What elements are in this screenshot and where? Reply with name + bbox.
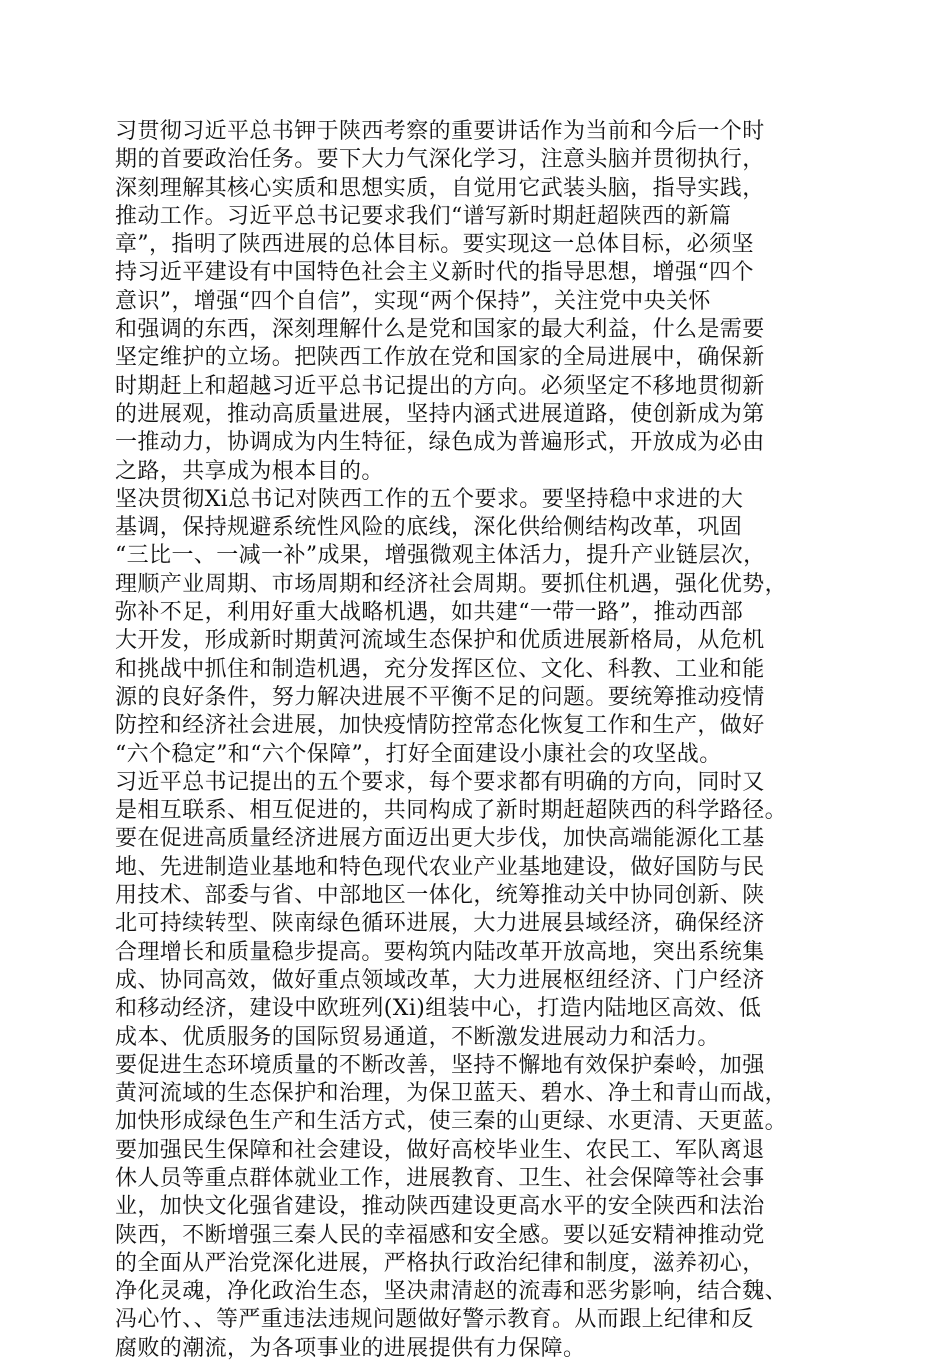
text-line: 北可持续转型、陕南绿色循环进展，大力进展县域经济，确保经济 bbox=[115, 911, 765, 937]
text-line: 基调，保持规避系统性风险的底线，深化供给侧结构改革，巩固 bbox=[115, 515, 743, 541]
text-line: 期的首要政治任务。要下大力气深化学习，注意头脑并贯彻执行， bbox=[115, 147, 765, 173]
text-line: 习贯彻习近平总书钾于陕西考察的重要讲话作为当前和今后一个时 bbox=[115, 119, 765, 144]
text-line: “三比一、一减一补”成果，增强微观主体活力，提升产业链层次， bbox=[115, 543, 766, 569]
text-line: 和挑战中抓住和制造机遇，充分发挥区位、文化、科教、工业和能 bbox=[115, 656, 765, 682]
text-line: 坚决贯彻Xi总书记对陕西工作的五个要求。要坚持稳中求进的大 bbox=[115, 486, 744, 512]
text-line: 要加强民生保障和社会建设，做好高校毕业生、农民工、军队离退 bbox=[115, 1137, 765, 1163]
text-line: 黄河流域的生态保护和治理，为保卫蓝天、碧水、净土和青山而战， bbox=[115, 1081, 788, 1107]
text-line: 章”，指明了陕西进展的总体目标。要实现这一总体目标，必须坚 bbox=[115, 232, 754, 258]
text-line: 地、先进制造业基地和特色现代农业产业基地建设，做好国防与民 bbox=[115, 854, 765, 880]
text-line: 和强调的东西，深刻理解什么是党和国家的最大利益，什么是需要 bbox=[115, 317, 765, 343]
text-line: 陕西，不断增强三秦人民的幸福感和安全感。要以延安精神推动党 bbox=[115, 1222, 765, 1248]
text-line: 理顺产业周期、市场周期和经济社会周期。要抓住机遇，强化优势， bbox=[115, 571, 788, 597]
text-line: 源的良好条件，努力解决进展不平衡不足的问题。要统筹推动疫情 bbox=[115, 684, 765, 710]
text-line: 净化灵魂，净化政治生态，坚决肃清赵的流毒和恶劣影响，结合魏、 bbox=[115, 1279, 788, 1305]
text-line: 合理增长和质量稳步提高。要构筑内陆改革开放高地，突出系统集 bbox=[115, 939, 765, 965]
text-line: 弥补不足，利用好重大战略机遇，如共建“一带一路”，推动西部 bbox=[115, 600, 744, 626]
text-line: 推动工作。习近平总书记要求我们“谱写新时期赶超陕西的新篇 bbox=[115, 203, 732, 229]
text-line: 一推动力，协调成为内生特征，绿色成为普遍形式，开放成为必由 bbox=[115, 430, 765, 456]
text-line: 之路，共享成为根本目的。 bbox=[115, 458, 384, 484]
text-line: 成、协同高效，做好重点领域改革，大力进展枢纽经济、门户经济 bbox=[115, 967, 765, 993]
text-line: 持习近平建设有中国特色社会主义新时代的指导思想，增强“四个 bbox=[115, 260, 754, 286]
text-line: 深刻理解其核心实质和思想实质，自觉用它武装头脑，指导实践， bbox=[115, 175, 765, 201]
text-line: 的全面从严治党深化进展，严格执行政治纪律和制度，滋养初心， bbox=[115, 1250, 765, 1276]
text-line: 习近平总书记提出的五个要求，每个要求都有明确的方向，同时又 bbox=[115, 769, 765, 795]
text-line: 意识”，增强“四个自信”，实现“两个保持”，关注党中央关怀 bbox=[115, 288, 711, 314]
text-line: 要在促进高质量经济进展方面迈出更大步伐，加快高端能源化工基 bbox=[115, 826, 765, 852]
text-line: 业，加快文化强省建设，推动陕西建设更高水平的安全陕西和法治 bbox=[115, 1194, 765, 1220]
text-line: 坚定维护的立场。把陕西工作放在党和国家的全局进展中，确保新 bbox=[115, 345, 765, 371]
text-line: 的进展观，推动高质量进展，坚持内涵式进展道路，使创新成为第 bbox=[115, 401, 765, 427]
text-line: 腐败的潮流，为各项事业的进展提供有力保障。 bbox=[115, 1335, 586, 1361]
text-line: “六个稳定”和“六个保障”，打好全面建设小康社会的攻坚战。 bbox=[115, 741, 722, 767]
text-line: 是相互联系、相互促进的，共同构成了新时期赶超陕西的科学路径。 bbox=[115, 798, 788, 824]
text-line: 休人员等重点群体就业工作，进展教育、卫生、社会保障等社会事 bbox=[115, 1165, 765, 1191]
text-line: 加快形成绿色生产和生活方式，使三秦的山更绿、水更清、天更蓝。 bbox=[115, 1109, 788, 1135]
text-line: 防控和经济社会进展，加快疫情防控常态化恢复工作和生产，做好 bbox=[115, 713, 765, 739]
text-line: 冯心竹、、等严重违法违规问题做好警示教育。从而跟上纪律和反 bbox=[115, 1307, 754, 1333]
text-line: 时期赶上和超越习近平总书记提出的方向。必须坚定不移地贯彻新 bbox=[115, 373, 765, 399]
document-body bbox=[115, 118, 845, 1363]
text-line: 要促进生态环境质量的不断改善，坚持不懈地有效保护秦岭，加强 bbox=[115, 1052, 765, 1078]
text-line: 和移动经济，建设中欧班列(Xi)组装中心，打造内陆地区高效、低 bbox=[115, 996, 762, 1022]
text-line: 大开发，形成新时期黄河流域生态保护和优质进展新格局，从危机 bbox=[115, 628, 765, 654]
text-line: 成本、优质服务的国际贸易通道，不断激发进展动力和活力。 bbox=[115, 1024, 720, 1050]
text-line: 用技术、部委与省、中部地区一体化，统筹推动关中协同创新、陕 bbox=[115, 883, 765, 909]
